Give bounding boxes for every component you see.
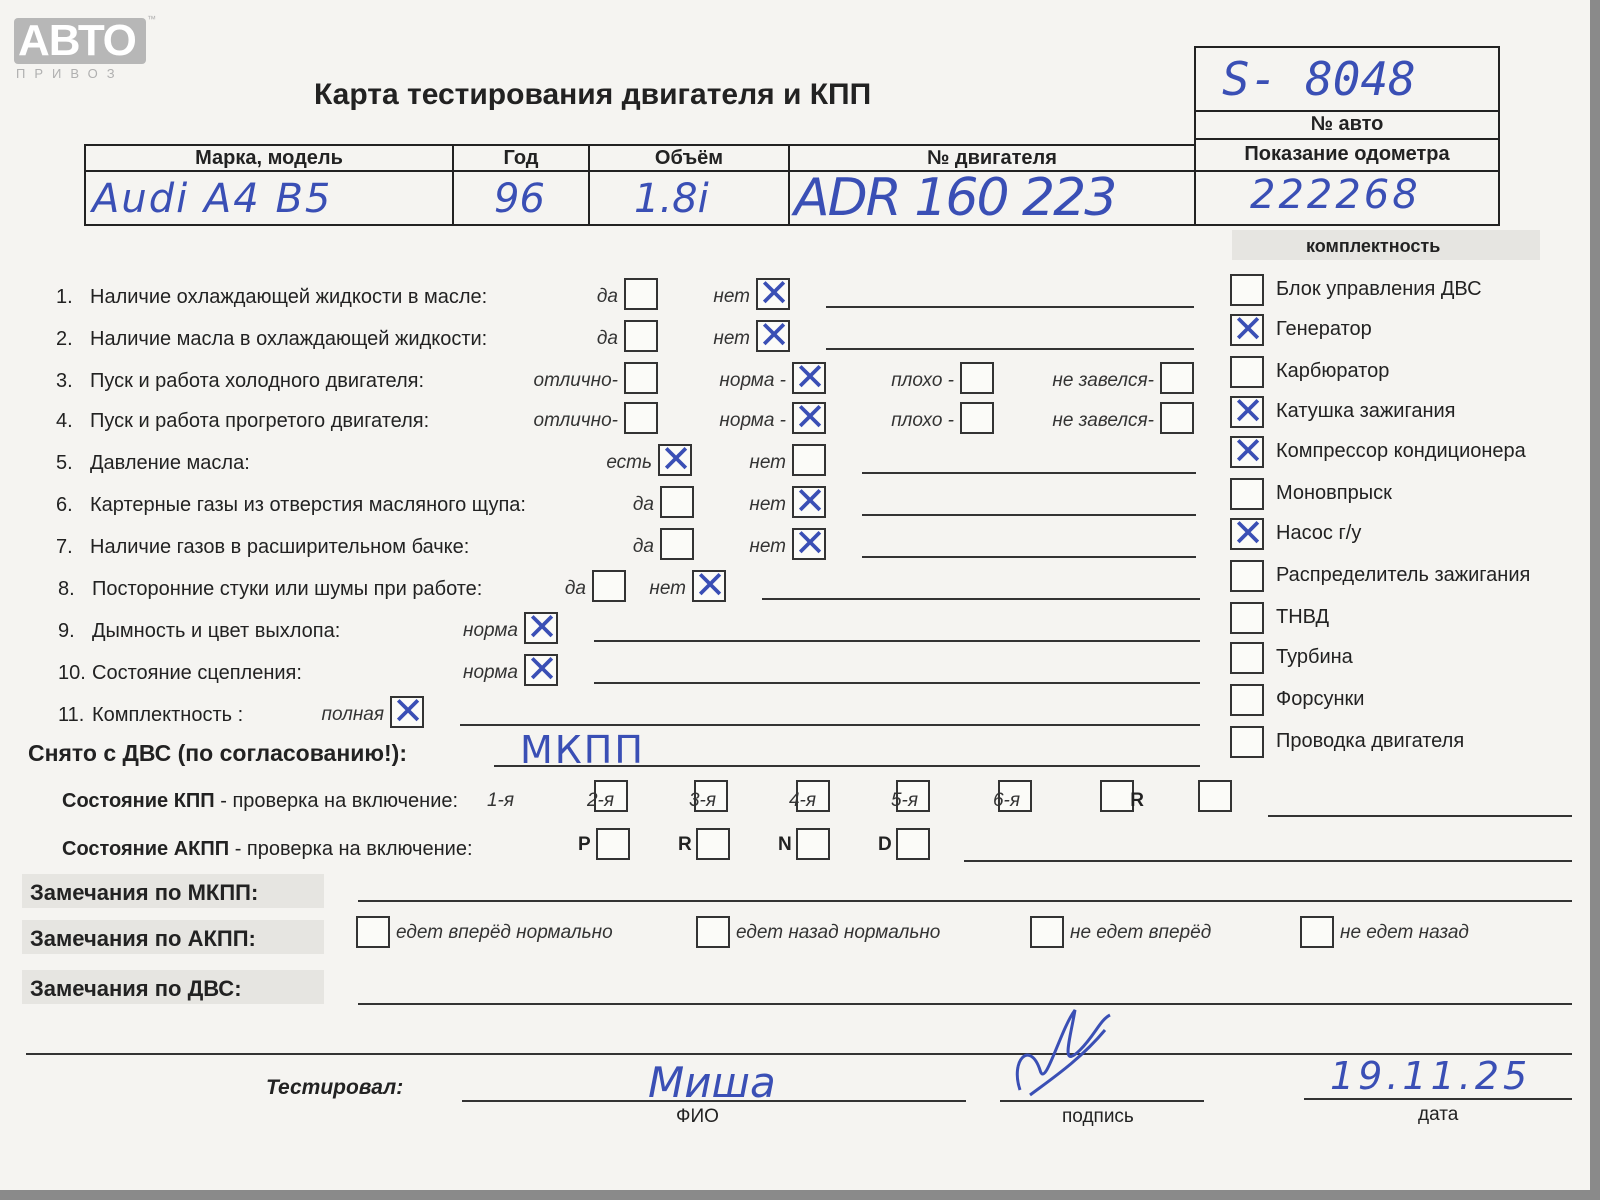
option-checkbox[interactable] [658,437,692,481]
kit-item-label: ТНВД [1276,606,1330,628]
option-checkbox[interactable] [624,402,658,434]
option-label: нет [749,494,786,515]
check-mark-icon: ✕ [694,563,726,607]
gear-label: R [1130,790,1144,811]
gear-checkbox[interactable] [1198,780,1232,812]
question-number: 7. [56,536,73,558]
akpp-remark-checkbox[interactable] [1030,916,1064,948]
car-number-value: S- 8048 [1222,52,1416,106]
signature-label: подпись [1062,1106,1134,1127]
kit-item-label: Насос г/у [1276,522,1362,544]
question-text: Давление масла: [90,452,250,474]
comment-line[interactable] [594,640,1200,642]
kit-checkbox[interactable] [1230,726,1264,758]
option-label: норма [463,662,518,683]
kpp-label: Состояние КПП - проверка на включение: [62,790,459,812]
header-engine-number: № двигателя [927,147,1057,169]
check-mark-icon: ✕ [660,437,692,481]
akpp-label: Состояние АКПП - проверка на включение: [62,838,473,860]
kit-checkbox[interactable] [1230,478,1264,510]
option-checkbox[interactable] [660,486,694,518]
option-label: нет [713,286,750,307]
gear-label: 4-я [788,790,816,811]
value-year: 96 [494,176,545,222]
kpp-underline [1268,815,1572,817]
question-number: 9. [58,620,75,642]
kit-header: комплектность [1306,236,1441,256]
option-label: да [596,328,618,349]
option-checkbox[interactable] [792,521,826,565]
comment-line[interactable] [594,682,1200,684]
option-checkbox[interactable] [624,278,658,310]
kit-checkbox[interactable] [1230,429,1264,473]
removed-value: МКПП [520,728,645,772]
option-label: отлично- [533,410,618,431]
tested-label: Тестировал: [266,1076,404,1099]
check-mark-icon: ✕ [1232,307,1264,351]
question-text: Картерные газы из отверстия масляного щупа: [90,494,526,516]
value-engine-number: ADR 160 223 [794,168,1116,228]
question-text: Дымность и цвет выхлопа: [92,620,341,642]
check-mark-icon: ✕ [392,689,424,733]
comment-line[interactable] [862,556,1196,558]
question-text: Комплектность : [92,704,244,726]
car-number-label: № авто [1310,113,1384,135]
mode-label: P [578,834,591,855]
header-volume: Объём [654,147,724,169]
removed-label: Снято с ДВС (по согласованию!): [28,740,407,766]
kit-item-label: Блок управления ДВС [1276,278,1482,300]
kit-checkbox[interactable] [1230,560,1264,592]
comment-line[interactable] [826,306,1194,308]
option-checkbox[interactable] [792,479,826,523]
check-mark-icon: ✕ [1232,429,1264,473]
option-checkbox[interactable] [792,355,826,399]
check-mark-icon: ✕ [758,271,790,315]
check-mark-icon: ✕ [758,313,790,357]
comment-line[interactable] [862,472,1196,474]
gear-label: 6-я [992,790,1020,811]
check-mark-icon: ✕ [526,647,558,691]
value-odometer: 222268 [1250,172,1421,218]
akpp-remark-option: едет вперёд нормально [396,922,613,943]
question-number: 6. [56,494,73,516]
kit-checkbox[interactable] [1230,274,1264,306]
akpp-remark-checkbox[interactable] [356,916,390,948]
option-label: нет [749,536,786,557]
mode-label: D [878,834,892,855]
akpp-remark-checkbox[interactable] [696,916,730,948]
question-number: 5. [56,452,73,474]
question-number: 3. [56,370,73,392]
check-mark-icon: ✕ [794,521,826,565]
akpp-underline [964,860,1572,862]
test-date: 19.11.25 [1330,1054,1532,1098]
fio-label: ФИО [676,1106,719,1127]
option-label: норма - [719,410,786,431]
question-text: Пуск и работа холодного двигателя: [90,370,425,392]
akpp-remark-option: едет назад нормально [736,922,941,943]
comment-line[interactable] [460,724,1200,726]
signature-scribble [1000,1000,1120,1110]
comment-line[interactable] [826,348,1194,350]
option-checkbox[interactable] [1160,362,1194,394]
question-number: 1. [56,286,73,308]
option-label: нет [749,452,786,473]
question-text: Состояние сцепления: [92,662,302,684]
check-mark-icon: ✕ [526,605,558,649]
kit-checkbox[interactable] [1230,684,1264,716]
gear-checkbox[interactable] [1100,780,1134,812]
option-label: да [564,578,586,599]
logo-trademark: ™ [147,14,156,24]
tester-name: Миша [648,1058,776,1107]
gear-label: 5-я [890,790,918,811]
option-label: норма - [719,370,786,391]
mode-checkbox[interactable] [696,828,730,860]
akpp-remark-checkbox[interactable] [1300,916,1334,948]
option-label: нет [713,328,750,349]
option-label: да [596,286,618,307]
remarks-mkpp-line[interactable] [358,900,1572,902]
kit-checkbox[interactable] [1230,642,1264,674]
option-checkbox[interactable] [524,647,558,691]
option-checkbox[interactable] [524,605,558,649]
question-text: Наличие газов в расширительном бачке: [90,536,470,558]
header-year: Год [503,147,539,169]
question-number: 11. [58,704,85,726]
mode-checkbox[interactable] [796,828,830,860]
remarks-mkpp-label: Замечания по МКПП: [30,880,259,905]
kit-checkbox[interactable] [1230,356,1264,388]
kit-item-label: Компрессор кондиционера [1276,440,1526,462]
question-text: Пуск и работа прогретого двигателя: [90,410,430,432]
kit-checkbox[interactable] [1230,307,1264,351]
fio-line [462,1100,966,1102]
gear-label: 3-я [688,790,716,811]
question-text: Наличие охлаждающей жидкости в масле: [90,286,488,308]
kit-checkbox[interactable] [1230,511,1264,555]
option-checkbox[interactable] [960,362,994,394]
comment-line[interactable] [762,598,1200,600]
mode-label: N [778,834,792,855]
option-checkbox[interactable] [1160,402,1194,434]
mode-checkbox[interactable] [896,828,930,860]
option-checkbox[interactable] [624,362,658,394]
remarks-dvs-label: Замечания по ДВС: [30,976,242,1001]
check-mark-icon: ✕ [1232,389,1264,433]
akpp-remark-option: не едет назад [1340,922,1469,943]
kit-item-label: Моновпрыск [1276,482,1392,504]
logo-text: АВТО [18,16,136,65]
page-title: Карта тестирования двигателя и КПП [314,78,872,111]
option-checkbox[interactable] [756,271,790,315]
kit-item-label: Турбина [1276,646,1353,668]
option-label: да [632,494,654,515]
question-number: 4. [56,410,73,432]
option-checkbox[interactable] [592,570,626,602]
mode-checkbox[interactable] [596,828,630,860]
akpp-remark-option: не едет вперёд [1070,922,1212,943]
signature-line [1000,1100,1204,1102]
option-checkbox[interactable] [660,528,694,560]
comment-line[interactable] [862,514,1196,516]
question-text: Посторонние стуки или шумы при работе: [92,578,483,600]
kit-item-label: Катушка зажигания [1276,400,1456,422]
question-text: Наличие масла в охлаждающей жидкости: [90,328,488,350]
option-checkbox[interactable] [692,563,726,607]
option-label: не завелся- [1052,410,1154,431]
check-mark-icon: ✕ [1232,511,1264,555]
option-label: плохо - [891,370,954,391]
option-checkbox[interactable] [624,320,658,352]
kit-item-label: Проводка двигателя [1276,730,1465,752]
gear-label: 1-я [486,790,514,811]
value-volume: 1.8i [634,176,709,222]
logo-subtext: ПРИВОЗ [16,66,124,81]
option-label: плохо - [891,410,954,431]
header-odometer: Показание одометра [1244,143,1450,165]
kit-item-label: Карбюратор [1276,360,1390,382]
option-checkbox[interactable] [792,395,826,439]
option-label: полная [321,704,384,725]
check-mark-icon: ✕ [794,355,826,399]
kit-item-label: Распределитель зажигания [1276,564,1531,586]
date-label: дата [1418,1104,1459,1125]
mode-label: R [678,834,692,855]
remarks-akpp-label: Замечания по АКПП: [30,926,256,951]
date-line [1304,1098,1572,1100]
question-number: 8. [58,578,75,600]
remarks-dvs-line[interactable] [358,1003,1572,1005]
option-label: нет [649,578,686,599]
option-checkbox[interactable] [960,402,994,434]
option-checkbox[interactable] [756,313,790,357]
question-number: 10. [58,662,86,684]
kit-item-label: Форсунки [1276,688,1365,710]
kit-item-label: Генератор [1276,318,1372,340]
check-mark-icon: ✕ [794,479,826,523]
check-mark-icon: ✕ [794,395,826,439]
option-label: отлично- [533,370,618,391]
option-checkbox[interactable] [390,689,424,733]
kit-checkbox[interactable] [1230,602,1264,634]
option-label: есть [606,452,652,473]
removed-underline [494,765,1200,767]
option-label: да [632,536,654,557]
option-label: не завелся- [1052,370,1154,391]
value-make-model: Audi A4 B5 [92,176,333,222]
header-make-model: Марка, модель [195,147,343,169]
option-label: норма [463,620,518,641]
option-checkbox[interactable] [792,444,826,476]
question-number: 2. [56,328,73,350]
gear-label: 2-я [586,790,614,811]
kit-checkbox[interactable] [1230,389,1264,433]
